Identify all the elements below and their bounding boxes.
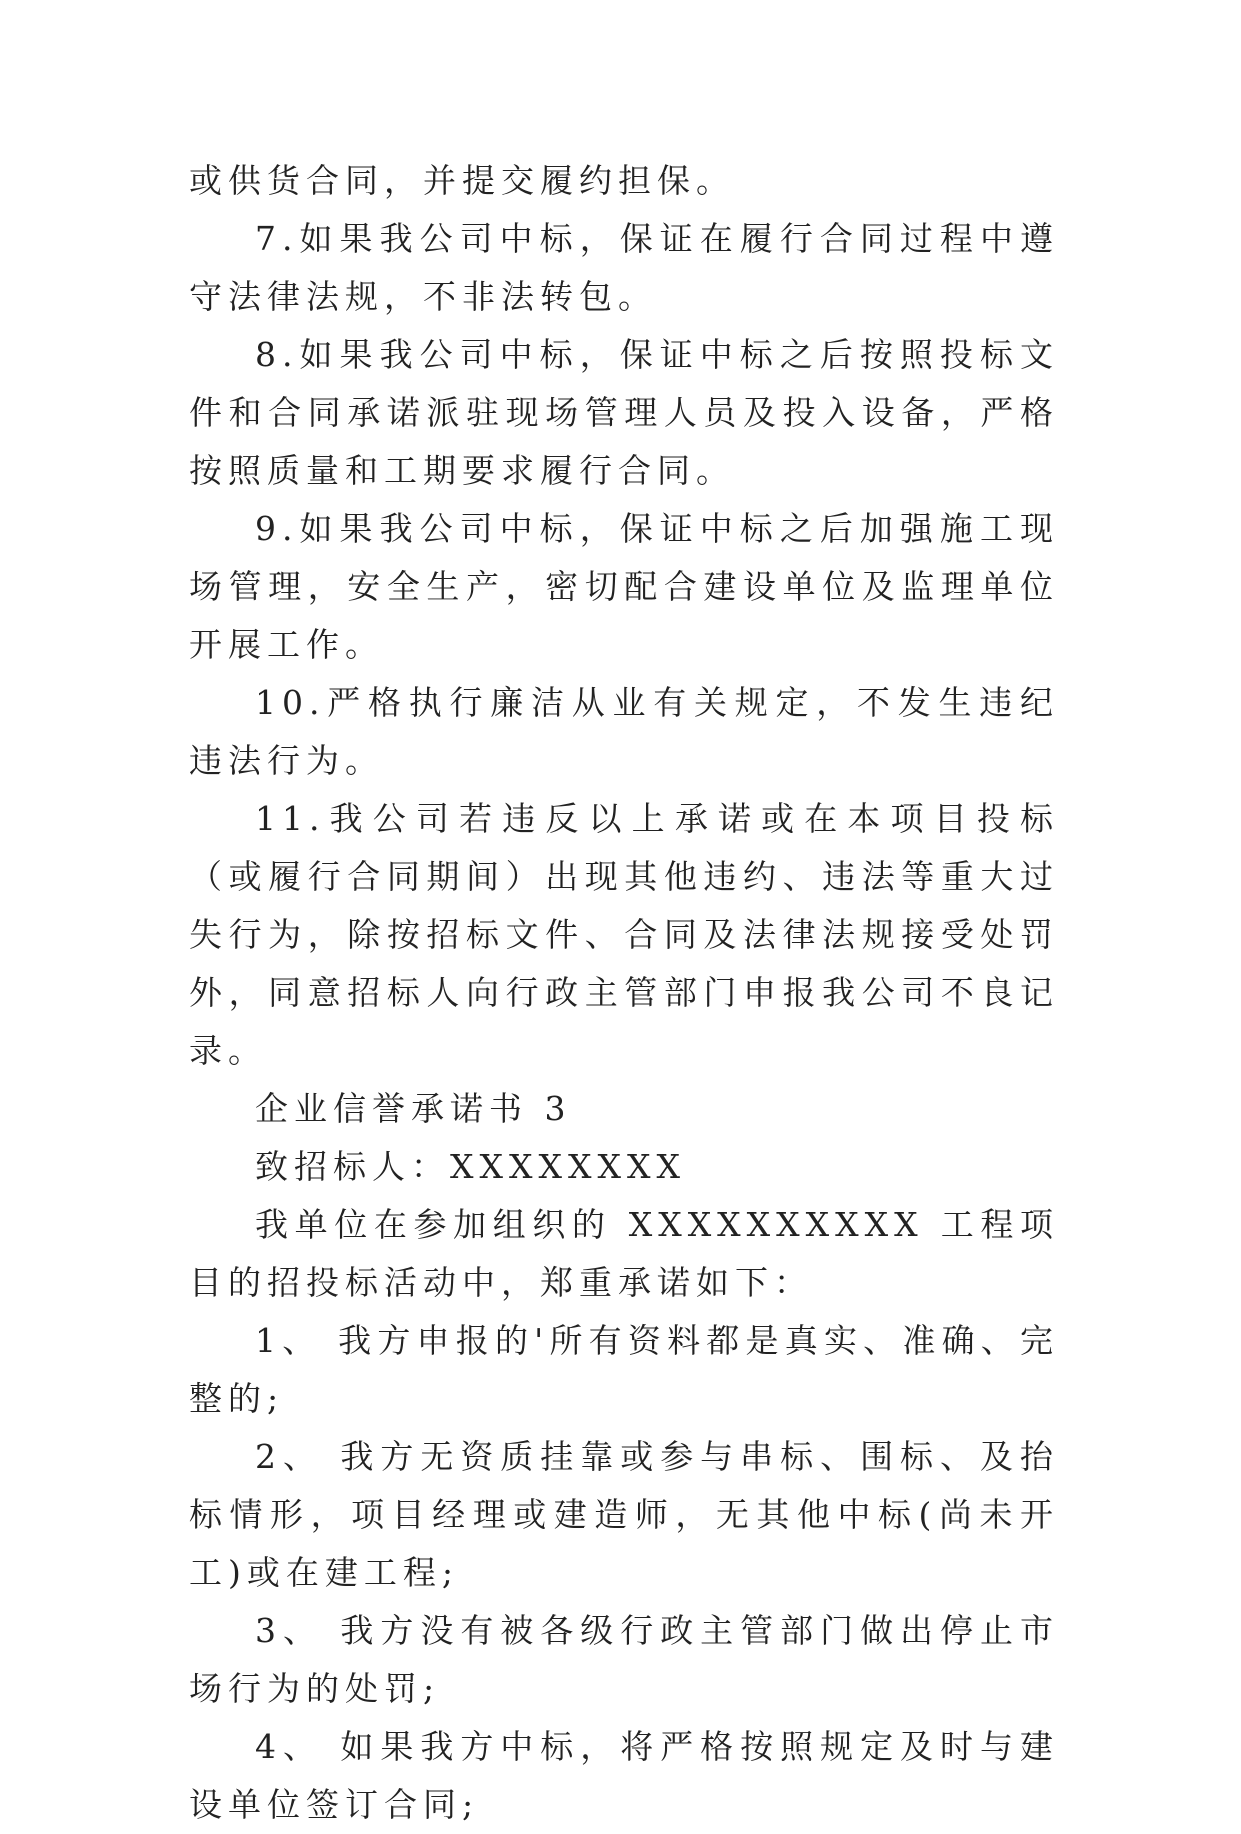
commitment-item-4: 4、 如果我方中标，将严格按照规定及时与建设单位签订合同; xyxy=(189,1727,1059,1824)
intro-paragraph: 我单位在参加组织的 XXXXXXXXXX 工程项目的招投标活动中，郑重承诺如下： xyxy=(189,1205,1059,1302)
addressee-line: 致招标人：XXXXXXXX xyxy=(255,1147,686,1186)
commitment-item-1: 1、 我方申报的'所有资料都是真实、准确、完整的; xyxy=(189,1321,1059,1418)
document-body xyxy=(189,152,1059,1834)
paragraph-continuation: 或供货合同，并提交履约担保。 xyxy=(189,161,735,200)
paragraph-item-8: 8.如果我公司中标，保证中标之后按照投标文件和合同承诺派驻现场管理人员及投入设备，严格按照质量和工期要求履行合同。 xyxy=(189,335,1059,490)
commitment-item-2: 2、 我方无资质挂靠或参与串标、围标、及抬标情形，项目经理或建造师，无其他中标(尚未开工)或在建工程; xyxy=(189,1437,1059,1592)
commitment-item-3: 3、 我方没有被各级行政主管部门做出停止市场行为的处罚; xyxy=(189,1611,1059,1708)
paragraph-item-9: 9.如果我公司中标，保证中标之后加强施工现场管理，安全生产，密切配合建设单位及监理单位开展工作。 xyxy=(189,509,1059,664)
paragraph-item-10: 10.严格执行廉洁从业有关规定，不发生违纪违法行为。 xyxy=(189,683,1059,780)
paragraph-item-7: 7.如果我公司中标，保证在履行合同过程中遵守法律法规，不非法转包。 xyxy=(189,219,1059,316)
paragraph-item-11: 11.我公司若违反以上承诺或在本项目投标（或履行合同期间）出现其他违约、违法等重大过失行为，除按招标文件、合同及法律法规接受处罚外，同意招标人向行政主管部门申报我公司不良记录。 xyxy=(189,799,1059,1070)
section-heading: 企业信誉承诺书 3 xyxy=(255,1089,572,1128)
